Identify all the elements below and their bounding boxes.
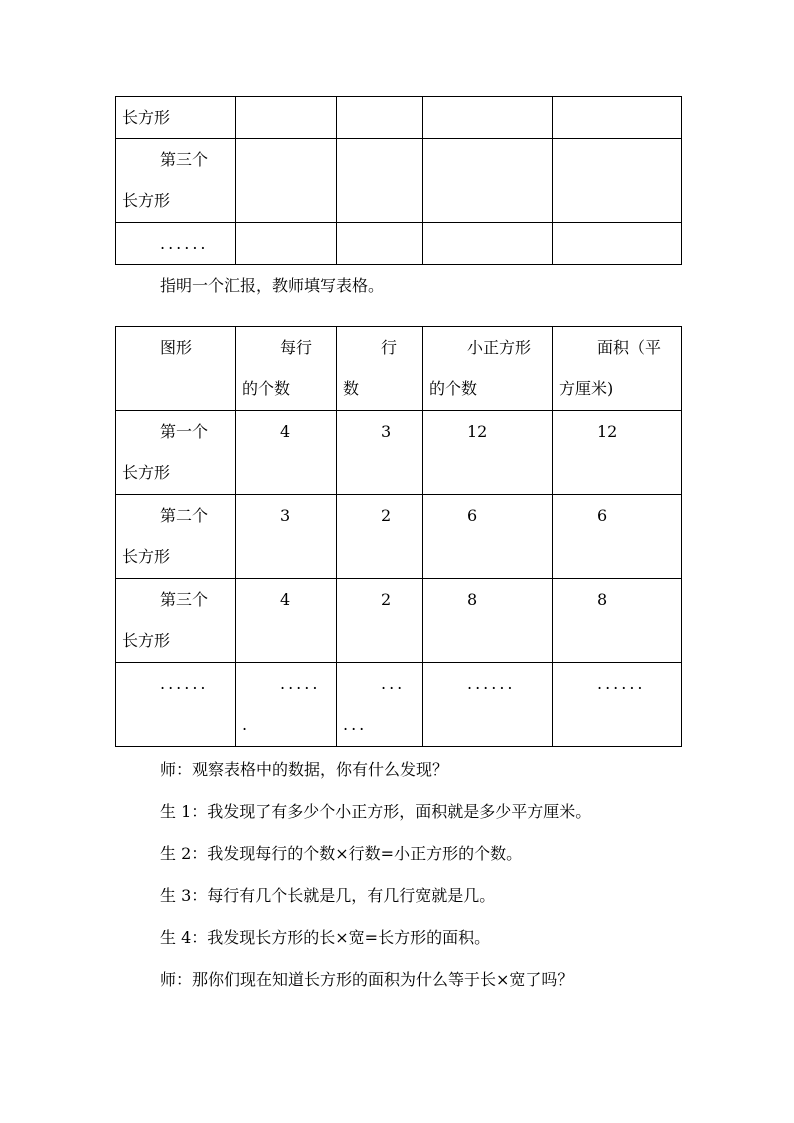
table-cell [423, 223, 553, 265]
per-row-cell: 4 [236, 579, 337, 663]
header-area: 面积（平 方厘米) [553, 327, 682, 411]
table-cell [553, 97, 682, 139]
rows-cell: 2 [337, 579, 423, 663]
table-cell [337, 223, 423, 265]
square-count-cell: 6 [423, 495, 553, 579]
square-count-cell: ...... [423, 663, 553, 747]
dialogue-line: 师：观察表格中的数据，你有什么发现？ [160, 760, 449, 779]
table-cell [236, 97, 337, 139]
table-cell [553, 223, 682, 265]
header-row [116, 327, 682, 411]
shape-label: 长方形 [122, 108, 171, 127]
shape-cell: 第一个 长方形 [116, 411, 236, 495]
header-square-count: 小正方形 的个数 [423, 327, 553, 411]
table-cell [423, 97, 553, 139]
rows-cell: 3 [337, 411, 423, 495]
area-cell: 12 [553, 411, 682, 495]
area-cell: 8 [553, 579, 682, 663]
dialogue-line: 生 4：我发现长方形的长×宽=长方形的面积。 [160, 928, 491, 947]
table-row [116, 495, 682, 579]
ellipsis: ...... [160, 234, 209, 253]
shape-cell [116, 97, 236, 139]
table-cell [337, 139, 423, 223]
table-row [116, 139, 682, 223]
per-row-cell: ..... . [236, 663, 337, 747]
table-row [116, 223, 682, 265]
area-cell: ...... [553, 663, 682, 747]
rows-cell: ... ... [337, 663, 423, 747]
continued-data-table [115, 96, 682, 265]
shape-label: 长方形 [122, 191, 171, 210]
header-rows: 行 数 [337, 327, 423, 411]
table-cell [337, 97, 423, 139]
dialogue-line: 师：那你们现在知道长方形的面积为什么等于长×宽了吗？ [160, 970, 574, 989]
header-per-row-count: 每行 的个数 [236, 327, 337, 411]
shape-cell [116, 223, 236, 265]
dialogue-line: 生 3：每行有几个长就是几，有几行宽就是几。 [160, 886, 496, 905]
rows-cell: 2 [337, 495, 423, 579]
square-count-cell: 12 [423, 411, 553, 495]
table-row [116, 97, 682, 139]
dialogue-line: 生 2：我发现每行的个数×行数=小正方形的个数。 [160, 844, 523, 863]
table-cell [236, 139, 337, 223]
area-cell: 6 [553, 495, 682, 579]
table-row [116, 663, 682, 747]
per-row-cell: 4 [236, 411, 337, 495]
shape-cell: 第三个 长方形 [116, 579, 236, 663]
table-row [116, 411, 682, 495]
table-cell [423, 139, 553, 223]
dialogue-line: 生 1：我发现了有多少个小正方形，面积就是多少平方厘米。 [160, 802, 592, 821]
table-row [116, 579, 682, 663]
area-data-table [115, 326, 682, 747]
shape-cell [116, 139, 236, 223]
table-cell [236, 223, 337, 265]
per-row-cell: 3 [236, 495, 337, 579]
instruction-text: 指明一个汇报，教师填写表格。 [160, 276, 385, 295]
header-shape: 图形 [116, 327, 236, 411]
shape-ordinal: 第三个 [160, 150, 209, 169]
shape-cell: 第二个 长方形 [116, 495, 236, 579]
table-cell [553, 139, 682, 223]
square-count-cell: 8 [423, 579, 553, 663]
shape-cell: ...... [116, 663, 236, 747]
